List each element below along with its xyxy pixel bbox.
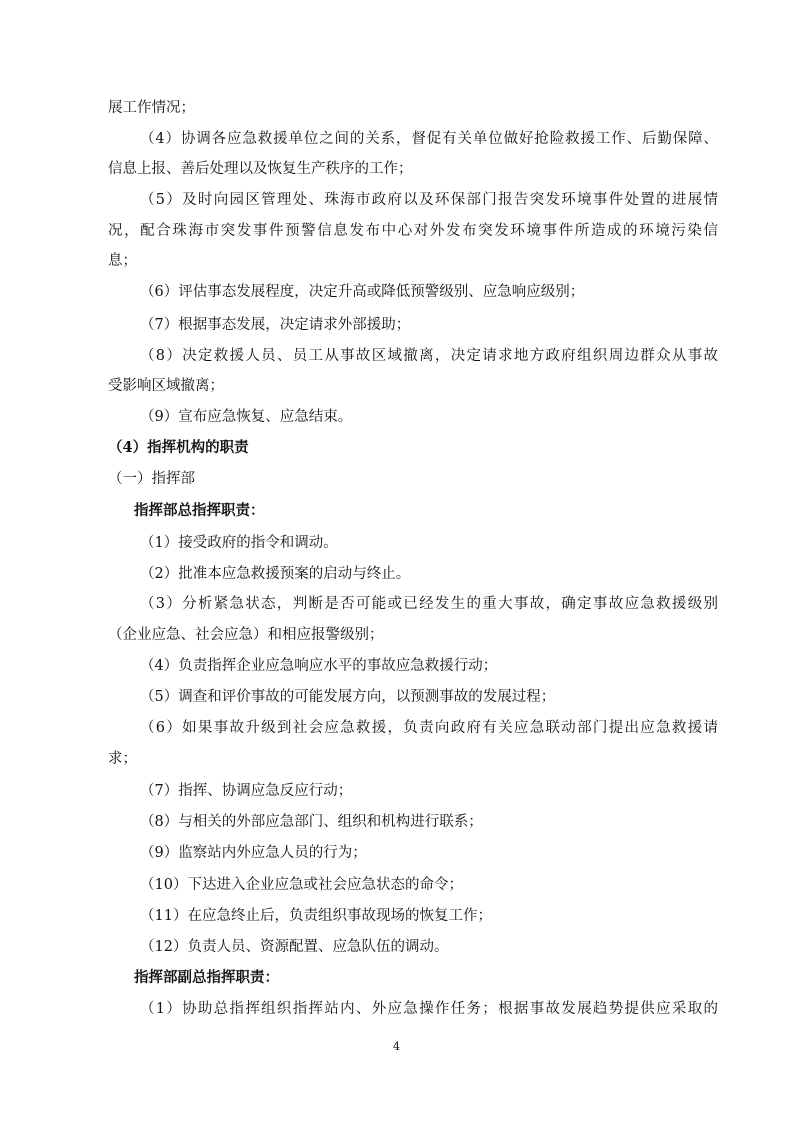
body-line: （8）决定救援人员、员工从事故区域撤离，决定请求地方政府组织周边群众从事故 xyxy=(140,348,718,364)
body-line: 信息上报、善后处理以及恢复生产秩序的工作； xyxy=(108,161,413,177)
role-heading: 指挥部副总指挥职责： xyxy=(134,969,279,986)
body-line: （9）监察站内外应急人员的行为； xyxy=(140,845,367,861)
body-line: （3）分析紧急状态，判断是否可能或已经发生的重大事故，确定事故应急救援级别 xyxy=(140,596,718,612)
body-line: （5）及时向园区管理处、珠海市政府以及环保部门报告突发环境事件处置的进展情 xyxy=(140,192,718,208)
body-line: （6）评估事态发展程度，决定升高或降低预警级别、应急响应级别； xyxy=(140,284,585,300)
body-line: 求； xyxy=(108,751,137,767)
body-line: 展工作情况； xyxy=(108,100,195,116)
body-line: （2）批准本应急救援预案的启动与终止。 xyxy=(140,566,411,582)
section-heading: （4）指挥机构的职责 xyxy=(108,439,249,456)
page-number: 4 xyxy=(393,1040,400,1053)
body-line: （11）在应急终止后，负责组织事故现场的恢复工作； xyxy=(140,908,492,924)
body-line: （企业应急、社会应急）和相应报警级别； xyxy=(108,627,384,643)
body-line: （7）根据事态发展，决定请求外部援助； xyxy=(140,317,411,333)
body-line: （4）负责指挥企业应急响应水平的事故应急救援行动； xyxy=(140,658,498,674)
body-line: （1）协助总指挥组织指挥站内、外应急操作任务；根据事故发展趋势提供应采取的 xyxy=(140,1001,718,1017)
body-line: （8）与相关的外部应急部门、组织和机构进行联系； xyxy=(140,814,483,830)
subsection-heading: （一）指挥部 xyxy=(108,471,195,487)
body-line: 息； xyxy=(108,253,137,269)
body-line: （6）如果事故升级到社会应急救援，负责向政府有关应急联动部门提出应急救援请 xyxy=(140,720,718,736)
body-line: （4）协调各应急救援单位之间的关系，督促有关单位做好抢险救援工作、后勤保障、 xyxy=(140,131,718,147)
body-line: （7）指挥、协调应急反应行动； xyxy=(140,783,353,799)
body-line: 受影响区域撤离； xyxy=(108,378,224,394)
body-line: （10）下达进入企业应急或社会应急状态的命令； xyxy=(140,877,463,893)
body-line: （5）调查和评价事故的可能发展方向，以预测事故的发展过程； xyxy=(140,689,556,705)
body-line: （12）负责人员、资源配置、应急队伍的调动。 xyxy=(140,939,449,955)
role-heading: 指挥部总指挥职责： xyxy=(134,502,265,519)
body-line: 况，配合珠海市突发事件预警信息发布中心对外发布突发环境事件所造成的环境污染信 xyxy=(108,223,718,239)
body-line: （9）宣布应急恢复、应急结束。 xyxy=(140,409,353,425)
body-line: （1）接受政府的指令和调动。 xyxy=(140,535,338,551)
